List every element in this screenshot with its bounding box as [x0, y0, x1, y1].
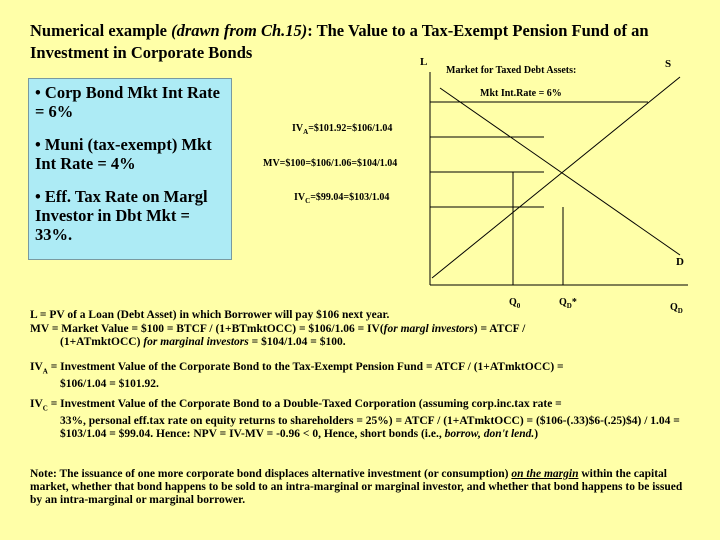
qd-star-rest: *: [571, 297, 577, 308]
note-iva-cont: $106/1.04 = $101.92.: [60, 378, 159, 391]
supply-curve: [432, 77, 680, 278]
mv-text-italic: for margl investors: [383, 323, 474, 335]
iva-label: [292, 123, 392, 136]
mv-text-d: = $104/1.04 = $100.: [248, 336, 346, 348]
bullet-corp-rate: • Corp Bond Mkt Int Rate = 6%: [35, 83, 220, 121]
note-ivc-sub: C: [42, 404, 48, 413]
note-issuance: [30, 468, 690, 507]
title-prefix: Numerical example: [30, 21, 172, 40]
mkt-rate-label: Mkt Int.Rate = 6%: [480, 88, 562, 99]
qd-prefix: Q: [670, 302, 678, 313]
note-issuance-a: Note: The issuance of one more corporate bond displaces alternative investment (or consumption): [30, 468, 512, 480]
note-iva: [30, 361, 690, 391]
note-loan: L = PV of a Loan (Debt Asset) in which Borrower will pay $106 next year.: [30, 309, 390, 321]
mv-text-line2: [30, 336, 690, 349]
note-ivc-cont-text: 33%, personal eff.tax rate on equity returns to shareholders = 25%) = ATCF / (1+ATmktOCC) = ($106-(.33)$6-(.25)$4) / 1.04 = $103/1.04 = $99.04. Hence: NPV = IV-MV = -0.96 < 0, Hence, short bonds (i.e.,: [60, 415, 680, 441]
qd-star-prefix: Q: [559, 297, 567, 308]
title-rest: : The Value to a Tax-Exempt Pension Fund of an Investment in Corporate Bonds: [30, 21, 649, 62]
note-market-value: [30, 323, 690, 349]
ivc-sub: C: [305, 197, 311, 205]
note-ivc-text: = Investment Value of the Corporate Bond to a Double-Taxed Corporation (assuming corp.inc.tax rate =: [47, 398, 562, 410]
note-iva-sub: A: [42, 367, 48, 376]
bullet-tax-rate: • Eff. Tax Rate on Margl Investor in Dbt Mkt = 33%.: [35, 187, 208, 244]
label-D: D: [676, 256, 684, 268]
title-italic: (drawn from Ch.15): [171, 21, 308, 40]
ivc-rest: =$99.04=$103/1.04: [310, 192, 390, 203]
mv-text-b: ) = ATCF /: [473, 323, 526, 335]
note-ivc-end: ): [534, 428, 539, 441]
q0-sub: 0: [516, 302, 521, 310]
note-iva-text: = Investment Value of the Corporate Bond to the Tax-Exempt Pension Fund = ATCF / (1+ATmktOCC) =: [47, 361, 564, 373]
q0-prefix: Q: [509, 297, 517, 308]
mv-text-a: MV = Market Value = $100 = BTCF / (1+BTmktOCC) = $106/1.06 = IV(: [30, 323, 384, 335]
ivc-label: [294, 192, 389, 205]
note-ivc-prefix: IV: [30, 398, 43, 410]
market-title: Market for Taxed Debt Assets:: [446, 65, 577, 76]
note-ivc-italic: borrow, don't lend.: [444, 428, 535, 441]
ivc-prefix: IV: [294, 192, 306, 203]
note-issuance-underlined: on the margin: [511, 468, 579, 480]
mv-text-c-italic: for marginal investors: [143, 336, 249, 348]
bullet-muni-rate: • Muni (tax-exempt) Mkt Int Rate = 4%: [35, 135, 212, 173]
note-ivc-cont: [30, 415, 690, 441]
qd-sub: D: [677, 307, 683, 315]
mv-text-c: (1+ATmktOCC): [60, 336, 144, 348]
label-L: L: [420, 56, 428, 68]
iva-prefix: IV: [292, 123, 304, 134]
note-issuance-b: within the capital market, whether that bond happens to be sold to an intra-marginal or marginal investor, and whether that bond happens to be issued by an intra-marginal or marginal borrower.: [30, 468, 683, 506]
note-ivc: [30, 398, 690, 441]
qd-star-sub: D: [566, 302, 572, 310]
label-S: S: [665, 58, 672, 70]
note-iva-prefix: IV: [30, 361, 43, 373]
mv-label: MV=$100=$106/1.06=$104/1.04: [263, 158, 398, 169]
iva-sub: A: [303, 128, 309, 136]
iva-rest: =$101.92=$106/1.04: [308, 123, 393, 134]
